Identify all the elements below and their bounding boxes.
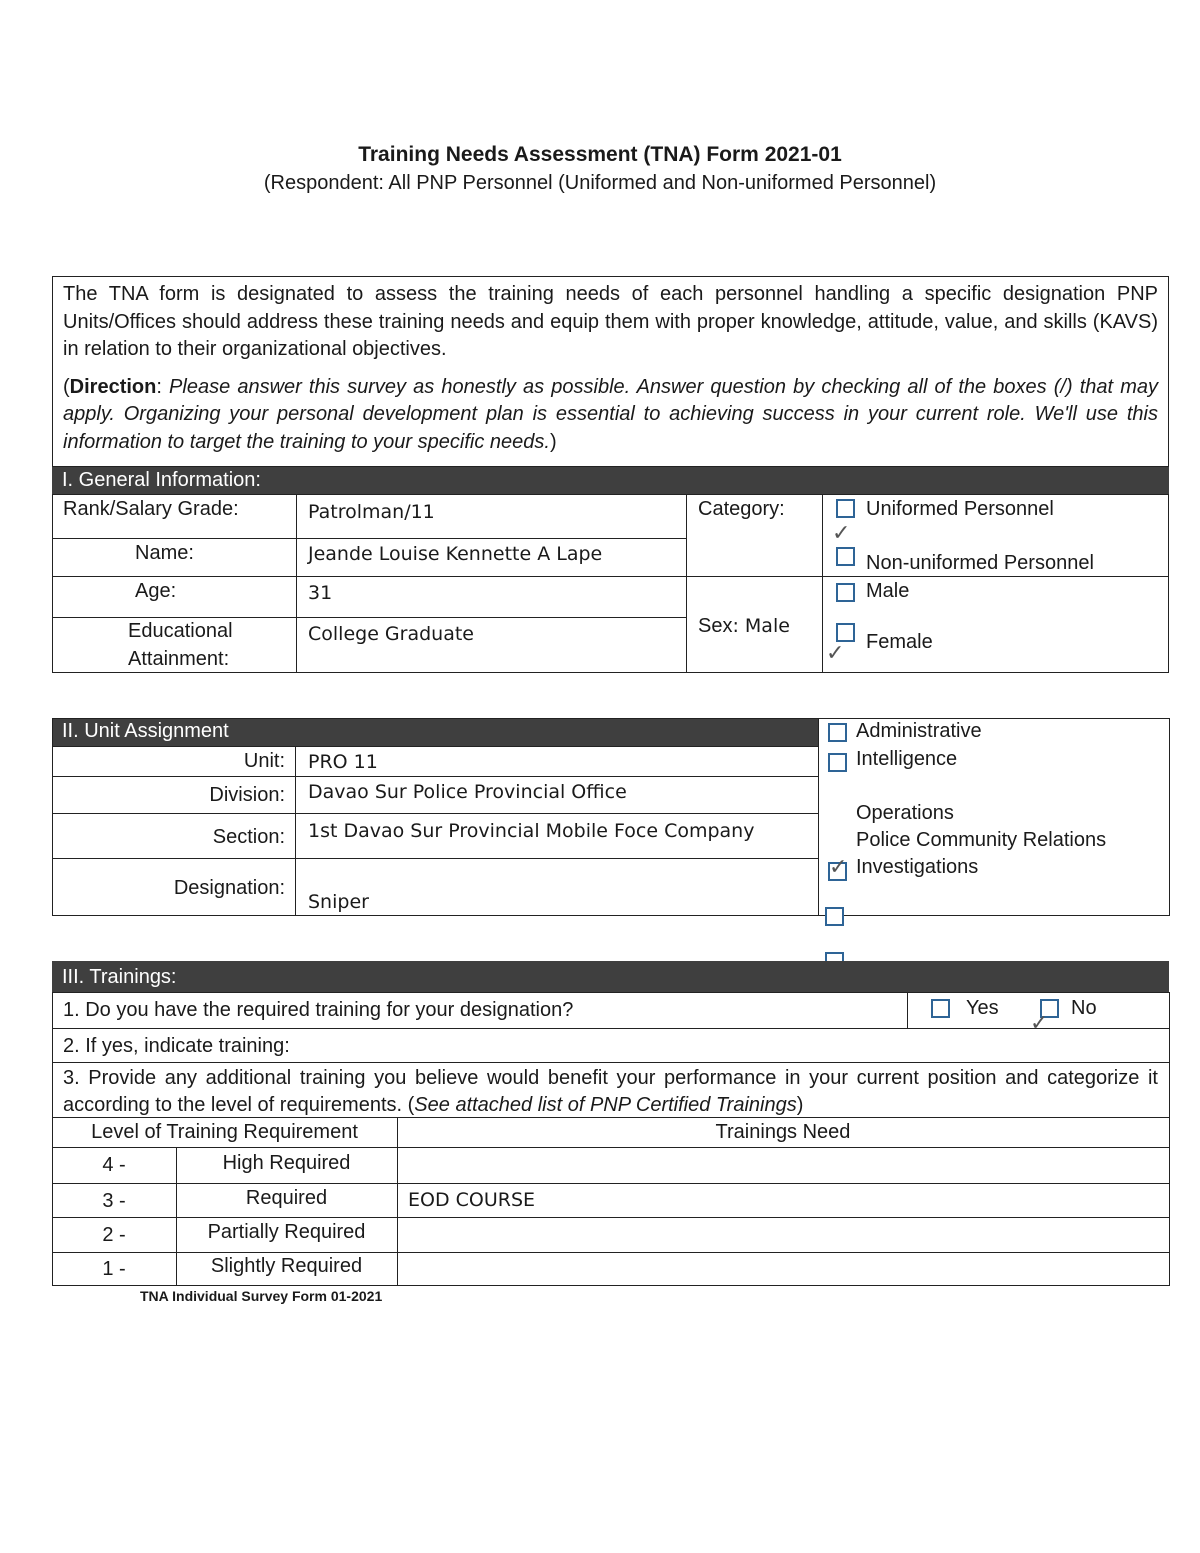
direction-label: Direction <box>69 375 157 398</box>
division-value[interactable]: Davao Sur Police Provincial Office <box>308 781 627 803</box>
yes-checkbox[interactable] <box>931 999 950 1018</box>
non-uniformed-checkbox[interactable] <box>836 547 855 566</box>
checkmark-icon: ✓ <box>832 520 851 545</box>
name-label: Name: <box>135 542 194 564</box>
checkmark-icon: ✓ <box>1030 1010 1049 1035</box>
division-label: Division: <box>209 784 285 806</box>
rank-label: Rank/Salary Grade: <box>63 498 239 520</box>
edu-label-line1: Educational <box>128 620 233 642</box>
direction-text: Please answer this survey as honestly as possible. Answer question by checking all of the boxes (/) that may apply. Organizing your personal development plan is essential to achieving success in your current role. We'll use this information to target the training to your specific needs. <box>63 375 1158 453</box>
uniformed-option: Uniformed Personnel <box>866 498 1054 520</box>
sex-label: Sex <box>698 615 733 637</box>
question-3-note: See attached list of PNP Certified Trainings <box>414 1094 797 1116</box>
rank-value[interactable]: Patrolman/11 <box>308 501 435 523</box>
yes-option: Yes <box>966 997 999 1019</box>
level-name: High Required <box>222 1152 351 1174</box>
function-pcr: Police Community Relations <box>856 829 1107 851</box>
category-label: Category: <box>698 498 785 520</box>
name-value[interactable]: Jeande Louise Kennette A Lape <box>308 543 603 565</box>
function-investigations: Investigations <box>856 856 979 878</box>
uniformed-checkbox[interactable] <box>836 499 855 518</box>
checkmark-icon: ✓ <box>829 854 848 879</box>
section-value[interactable]: 1st Davao Sur Provincial Mobile Foce Company <box>308 820 755 842</box>
question-2: 2. If yes, indicate training: <box>63 1035 290 1057</box>
form-footer: TNA Individual Survey Form 01-2021 <box>140 1288 383 1304</box>
level-name: Required <box>245 1187 328 1209</box>
edu-label-line2: Attainment: <box>128 648 230 670</box>
female-option: Female <box>866 631 933 653</box>
column-level: Level of Training Requirement <box>91 1121 358 1143</box>
direction-paragraph <box>63 374 1158 457</box>
non-uniformed-option: Non-uniformed Personnel <box>866 552 1094 574</box>
function-intelligence: Intelligence <box>856 748 958 770</box>
form-subtitle: (Respondent: All PNP Personnel (Uniformed and Non-uniformed Personnel) <box>263 172 937 194</box>
age-label: Age: <box>135 580 177 602</box>
column-need: Trainings Need <box>715 1121 851 1143</box>
function-administrative: Administrative <box>856 720 982 742</box>
intelligence-checkbox[interactable] <box>828 753 847 772</box>
level-num: 1 - <box>102 1258 126 1280</box>
unit-value[interactable]: PRO 11 <box>308 751 378 773</box>
level-num: 4 - <box>102 1154 126 1176</box>
designation-value[interactable]: Sniper <box>308 891 369 913</box>
level-name: Slightly Required <box>210 1255 363 1277</box>
edu-value[interactable]: College Graduate <box>308 623 474 645</box>
question-3-text: 3. Provide any additional training you believe would benefit your performance in your current position and categorize it according to the level of requirements. ( <box>63 1067 1158 1116</box>
level-name: Partially Required <box>207 1221 366 1243</box>
direction-close: ) <box>549 430 557 453</box>
sex-field <box>698 615 790 638</box>
administrative-checkbox[interactable] <box>828 723 847 742</box>
direction-open: ( <box>63 375 70 398</box>
function-operations: Operations <box>856 802 954 824</box>
checkmark-icon: ✓ <box>826 640 845 665</box>
male-checkbox[interactable] <box>836 583 855 602</box>
intro-box <box>52 276 1169 467</box>
intro-paragraph: The TNA form is designated to assess the training needs of each personnel handling a specific designation PNP Units/Offices should address these training needs and equip them with proper knowledge, attitude, value, and skills (KAVS) in relation to their organizational objectives. <box>63 283 1158 360</box>
direction-colon: : <box>156 375 170 398</box>
designation-label: Designation: <box>173 877 285 899</box>
question-3 <box>63 1065 1158 1119</box>
question-3-close: ) <box>796 1094 804 1116</box>
question-1: 1. Do you have the required training for your designation? <box>63 999 574 1021</box>
general-info-heading: I. General Information: <box>52 467 1169 495</box>
form-title: Training Needs Assessment (TNA) Form 2021-01 <box>358 143 842 166</box>
training-need[interactable]: EOD COURSE <box>408 1189 536 1211</box>
sex-value: : Male <box>732 615 790 637</box>
unit-assignment-heading: II. Unit Assignment <box>52 718 818 746</box>
level-num: 3 - <box>102 1190 126 1212</box>
male-option: Male <box>866 580 910 602</box>
section-label: Section: <box>212 826 285 848</box>
no-option: No <box>1071 997 1097 1019</box>
age-value[interactable]: 31 <box>308 582 333 604</box>
trainings-heading: III. Trainings: <box>52 961 1169 993</box>
level-num: 2 - <box>102 1224 126 1246</box>
unit-label: Unit: <box>243 750 285 772</box>
pcr-checkbox[interactable] <box>825 907 844 926</box>
